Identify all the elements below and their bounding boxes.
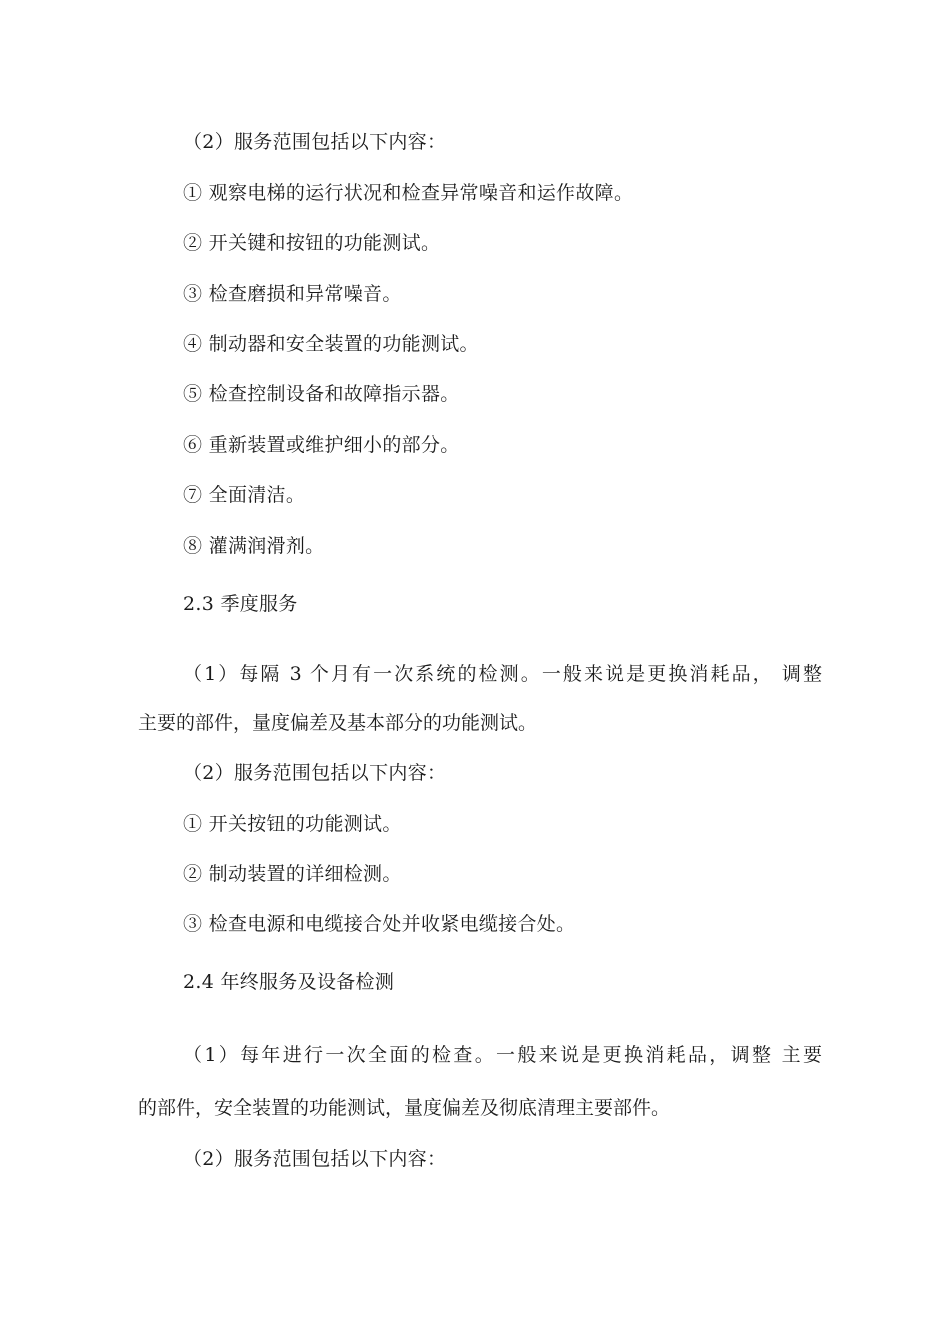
paragraph-line: （1）每隔 3 个月有一次系统的检测。一般来说是更换消耗品， 调整 xyxy=(183,663,822,685)
list-item: ③ 检查磨损和异常噪音。 xyxy=(183,283,402,305)
section-a-intro: （2）服务范围包括以下内容： xyxy=(183,131,447,153)
section-heading-annual: 2.4 年终服务及设备检测 xyxy=(183,971,395,993)
list-item: ① 开关按钮的功能测试。 xyxy=(183,813,402,835)
list-item: ⑤ 检查控制设备和故障指示器。 xyxy=(183,383,460,405)
list-item: ③ 检查电源和电缆接合处并收紧电缆接合处。 xyxy=(183,913,576,935)
list-item: ① 观察电梯的运行状况和检查异常噪音和运作故障。 xyxy=(183,182,634,204)
paragraph-line: （1）每年进行一次全面的检查。一般来说是更换消耗品，调整 主要 xyxy=(183,1044,822,1066)
paragraph-line: 的部件，安全装置的功能测试，量度偏差及彻底清理主要部件。 xyxy=(138,1097,671,1119)
list-item: ⑦ 全面清洁。 xyxy=(183,484,306,506)
list-item: ② 制动装置的详细检测。 xyxy=(183,863,402,885)
section-heading-quarterly: 2.3 季度服务 xyxy=(183,593,298,615)
list-item: ④ 制动器和安全装置的功能测试。 xyxy=(183,333,479,355)
list-item: ② 开关键和按钮的功能测试。 xyxy=(183,232,441,254)
list-item: ⑥ 重新装置或维护细小的部分。 xyxy=(183,434,460,456)
list-item: ⑧ 灌满润滑剂。 xyxy=(183,535,325,557)
section-annual-intro: （2）服务范围包括以下内容： xyxy=(183,1148,447,1170)
section-quarterly-intro: （2）服务范围包括以下内容： xyxy=(183,762,447,784)
paragraph-line: 主要的部件，量度偏差及基本部分的功能测试。 xyxy=(138,712,538,734)
